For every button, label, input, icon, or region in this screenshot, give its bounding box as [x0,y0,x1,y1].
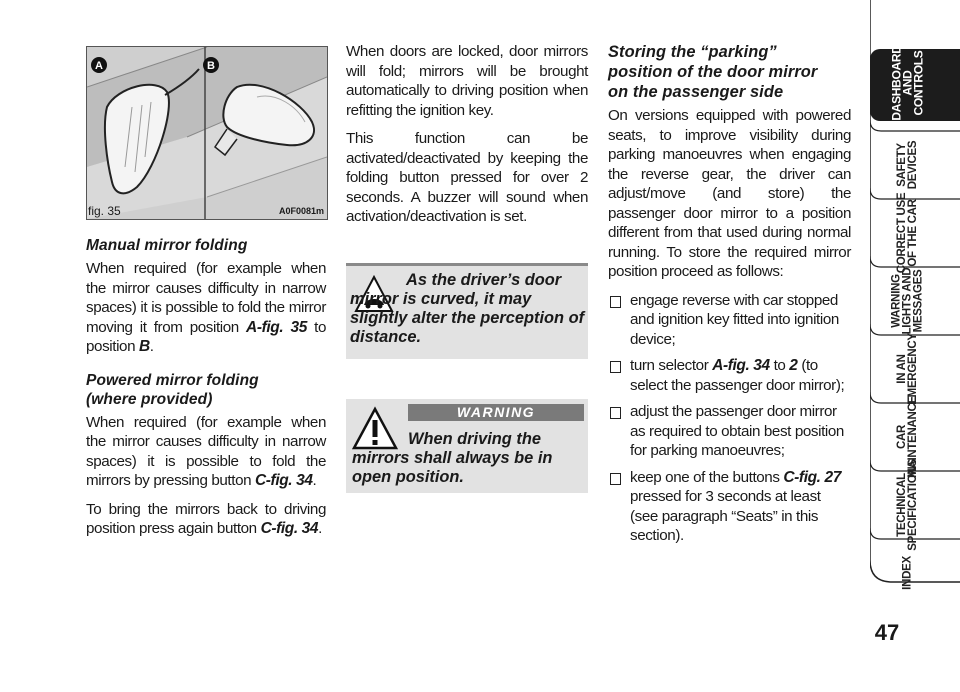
figure-code: A0F0081m [278,206,324,216]
tab-correct-use[interactable]: CORRECT USE OF THE CAR [896,192,919,274]
tab-safety-devices[interactable]: SAFETY DEVICES [896,140,919,190]
mirror-drawing [87,47,327,219]
column-right [608,42,851,553]
tab-warning-lights[interactable]: WARNING LIGHTS AND MESSAGES [890,267,925,335]
figure-number: fig. 35 [88,204,121,218]
mirror-illustration [86,46,328,220]
caution-text: As the driver’s door mirror is curved, it may slightly alter the perception of distance. [350,271,585,346]
heading-powered-folding: Powered mirror folding (where provided) [86,371,259,408]
warning-text: When driving the mirrors shall always be in open position. [352,430,553,486]
tab-car-maintenance[interactable]: CAR MAINTENANCE [896,396,919,478]
tab-index[interactable]: INDEX [901,556,914,590]
tab-technical-specifications[interactable]: TECHNICAL SPECIFICATIONS [896,459,919,551]
procedure-steps [608,291,851,546]
section-tabs [870,0,960,692]
warning-note [346,399,588,493]
list-item: turn selector A-fig. 34 to 2 (to select the passenger door mirror); [608,356,851,395]
paragraph-activation: This function can be activated/deactivated by keeping the folding button pressed for over 2 seconds. A buzzer will sound when activation/deactivation is set. [346,130,588,225]
list-item: engage reverse with car stopped and ignition key fitted into ignition device; [608,291,851,350]
tab-dashboard-and-controls[interactable]: DASHBOARD AND CONTROLS [870,49,960,121]
column-middle [346,42,588,236]
list-item: keep one of the buttons C-fig. 27 pressed for 3 seconds at least (see paragraph “Seats” in this section). [608,468,851,546]
figure-label-b: B [207,60,215,72]
heading-storing-parking-position: Storing the “parking” position of the door mirror on the passenger side [608,43,818,101]
heading-manual-folding: Manual mirror folding [86,237,248,254]
column-left [86,236,326,548]
page-number: 47 [874,620,900,645]
paragraph-powered-folding: When required (for example when the mirror causes difficulty in narrow spaces) it is possible to fold the mirrors by pressing button C-fig. 34. [86,413,326,489]
paragraph-manual-folding: When required (for example when the mirror causes difficulty in narrow spaces) it is possible to fold the mirror moving it from position A-fig. 35 to position B. [86,260,327,355]
figure-caption [86,203,326,219]
paragraph-storing-intro: On versions equipped with powered seats, to improve visibility during parking manoeuvres when engaging the reverse gear, the driver can adjust/move (and store) the passenger door mirror to a position different from that used during normal running. To store the required mirror position proceed as follows: [608,107,851,280]
paragraph-restore-position: To bring the mirrors back to driving position press again button C-fig. 34. [86,500,326,537]
paragraph-auto-fold: When doors are locked, door mirrors will fold; mirrors will be brought automatically to driving position when refitting the ignition key. [346,43,588,119]
tab-in-an-emergency[interactable]: IN AN EMERGENCY [896,333,919,405]
list-item: adjust the passenger door mirror as required to obtain best position for parking manoeuvres; [608,402,851,461]
warning-label: WARNING [408,404,584,421]
figure-label-a: A [95,60,103,72]
caution-note [346,263,588,359]
